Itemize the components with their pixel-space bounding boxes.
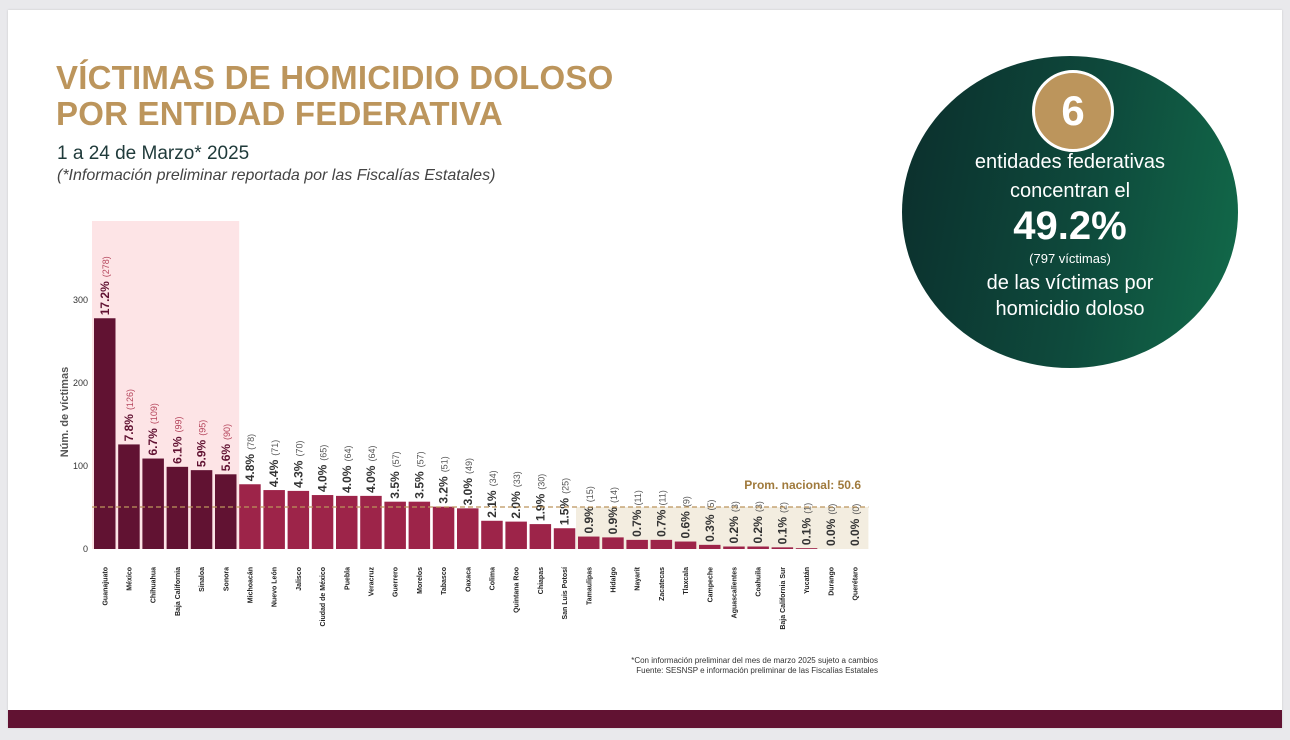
percent-label: 1.9%: [533, 493, 548, 522]
x-tick-label: Baja California Sur: [779, 567, 787, 630]
y-tick-label: 200: [72, 378, 88, 388]
count-label: (33): [512, 471, 523, 488]
count-label: (3): [729, 501, 740, 513]
y-axis-label: Núm. de víctimas: [59, 366, 71, 458]
percent-label: 7.8%: [121, 414, 136, 442]
footnote: [631, 656, 878, 676]
bar-Morelos: [409, 502, 431, 549]
bar-data-label: [654, 490, 668, 537]
percent-label: 4.3%: [291, 460, 306, 488]
count-label: (71): [270, 439, 281, 456]
percent-label: 0.0%: [847, 518, 862, 546]
bar-Oaxaca: [457, 508, 479, 549]
x-tick-label: Baja California: [174, 567, 182, 617]
bar-data-label: [703, 499, 717, 541]
y-tick-label: 300: [72, 295, 88, 305]
x-tick-label: Durango: [828, 567, 836, 596]
bar-México: [118, 444, 140, 549]
bar-Tlaxcala: [675, 542, 697, 549]
bar-data-label: [509, 471, 523, 518]
percent-label: 3.0%: [460, 477, 475, 506]
bar-Coahuila: [747, 547, 769, 549]
bar-Sinaloa: [191, 470, 213, 549]
x-tick-label: Campeche: [707, 567, 715, 603]
summary-line-2: concentran el: [1009, 180, 1131, 202]
percent-label: 17.2%: [97, 281, 112, 316]
bar-Zacatecas: [651, 540, 673, 549]
count-label: (278): [100, 256, 111, 278]
bar-data-label: [122, 389, 136, 441]
count-label: (126): [124, 389, 135, 411]
percent-label: 1.5%: [557, 497, 572, 526]
bar-data-label: [291, 441, 305, 488]
count-label: (9): [681, 496, 692, 508]
x-tick-label: Nayarit: [634, 567, 642, 591]
count-label: (11): [633, 490, 644, 506]
percent-label: 4.8%: [242, 453, 257, 482]
bar-data-label: [195, 420, 209, 467]
count-label: (95): [197, 419, 208, 436]
x-tick-label: Guerrero: [392, 567, 400, 597]
percent-label: 0.3%: [702, 514, 717, 542]
y-tick-label: 100: [72, 461, 88, 471]
preliminary-note: (*Información preliminar reportada por las Fiscalías Estatales): [57, 167, 496, 184]
x-tick-label: Querétaro: [852, 567, 860, 601]
bar-Colima: [481, 521, 503, 549]
count-label: (90): [221, 423, 232, 440]
bar-data-label: [533, 474, 547, 521]
percent-label: 3.2%: [436, 476, 451, 504]
bar-data-label: [679, 496, 693, 538]
bar-data-label: [219, 424, 233, 471]
title-line-2: POR ENTIDAD FEDERATIVA: [56, 95, 503, 132]
x-tick-label: Hidalgo: [610, 567, 618, 593]
x-tick-label: Tlaxcala: [683, 567, 691, 595]
count-label: (64): [366, 445, 377, 462]
x-tick-label: Sonora: [223, 567, 231, 592]
percent-label: 4.0%: [339, 465, 354, 493]
count-label: (25): [560, 477, 571, 494]
bar-Chiapas: [530, 524, 552, 549]
x-tick-label: México: [126, 567, 134, 591]
bar-Baja California: [167, 467, 189, 549]
x-tick-label: Sinaloa: [199, 567, 207, 592]
bar-data-label: [558, 478, 572, 525]
bar-Baja California Sur: [772, 547, 794, 549]
percent-label: 0.1%: [799, 517, 814, 546]
bar-Guerrero: [384, 502, 406, 549]
percent-label: 2.1%: [484, 490, 499, 518]
bar-data-label: [98, 256, 112, 315]
count-label: (1): [802, 502, 813, 514]
bar-data-label: [606, 487, 620, 534]
summary-text-bottom: [902, 270, 1238, 322]
count-label: (51): [439, 456, 450, 473]
y-tick-label: 0: [82, 544, 88, 554]
count-label: (5): [705, 499, 716, 511]
bar-Chihuahua: [142, 459, 164, 549]
date-range-subtitle: 1 a 24 de Marzo* 2025: [57, 143, 250, 164]
summary-line-4: homicidio doloso: [995, 298, 1145, 320]
count-label: (11): [657, 490, 668, 506]
bar-data-label: [800, 503, 814, 545]
footer-band: [8, 710, 1282, 728]
percent-label: 4.0%: [363, 465, 378, 493]
x-tick-label: Aguascalientes: [731, 567, 739, 619]
bar-Tamaulipas: [578, 537, 600, 549]
count-label: (14): [608, 487, 619, 504]
bar-Veracruz: [360, 496, 382, 549]
summary-text-top: [902, 148, 1238, 206]
percent-label: 0.0%: [823, 518, 838, 546]
bar-Jalisco: [288, 491, 310, 549]
count-label: (57): [415, 451, 426, 468]
bar-data-label: [775, 502, 789, 544]
count-label: (64): [342, 445, 353, 462]
bar-Quintana Roo: [505, 522, 527, 549]
bar-data-label: [316, 445, 330, 492]
bar-Campeche: [699, 545, 721, 549]
count-label: (30): [536, 473, 547, 490]
count-label: (99): [173, 416, 184, 433]
bar-Michoacán: [239, 484, 261, 549]
count-label: (78): [245, 433, 256, 450]
x-tick-label: Tamaulipas: [586, 567, 594, 605]
bar-Nayarit: [626, 540, 648, 549]
count-label: (49): [463, 457, 474, 474]
bar-Nuevo León: [263, 490, 285, 549]
bar-Tabasco: [433, 507, 455, 549]
x-tick-label: Colima: [489, 567, 497, 591]
x-tick-label: Michoacán: [247, 567, 255, 604]
x-tick-label: Veracruz: [368, 567, 376, 597]
x-tick-label: Morelos: [416, 567, 424, 594]
bar-data-label: [630, 490, 644, 537]
percent-label: 3.5%: [412, 471, 427, 499]
count-label: (0): [850, 503, 861, 515]
summary-line-3: de las víctimas por: [986, 272, 1154, 294]
count-badge: 6: [1032, 70, 1114, 152]
x-tick-label: Puebla: [344, 567, 352, 590]
bar-Puebla: [336, 496, 358, 549]
bar-Aguascalientes: [723, 547, 745, 549]
bar-data-label: [437, 456, 451, 503]
bar-data-label: [461, 458, 475, 505]
percent-label: 5.9%: [194, 439, 209, 468]
count-label: (65): [318, 444, 329, 461]
count-label: (15): [584, 486, 595, 503]
percent-label: 4.0%: [315, 464, 330, 493]
percent-label: 0.7%: [630, 509, 645, 537]
percent-label: 0.6%: [678, 511, 693, 539]
bar-Hidalgo: [602, 537, 624, 549]
bar-data-label: [412, 451, 426, 498]
x-tick-label: Guanajuato: [102, 567, 110, 606]
percent-label: 0.2%: [751, 516, 766, 544]
bar-data-label: [146, 403, 160, 455]
average-label: Prom. nacional: 50.6: [744, 478, 861, 493]
bar-data-label: [485, 470, 499, 517]
bar-data-label: [267, 440, 281, 487]
bar-data-label: [388, 451, 402, 498]
summary-percent: 49.2%: [1013, 204, 1127, 248]
count-label: (70): [294, 440, 305, 457]
percent-label: 0.9%: [605, 507, 620, 535]
summary-victims: (797 víctimas): [1029, 251, 1111, 266]
bar-data-label: [170, 416, 184, 463]
x-tick-label: Coahuila: [755, 567, 763, 597]
bar-data-label: [364, 446, 378, 493]
x-tick-label: Jalisco: [295, 567, 303, 591]
bar-Ciudad de México: [312, 495, 334, 549]
percent-label: 0.1%: [775, 516, 790, 545]
x-tick-label: Quintana Roo: [513, 567, 521, 613]
footnote-line-2: Fuente: SESNSP e información preliminar de las Fiscalías Estatales: [636, 666, 878, 675]
percent-label: 4.4%: [267, 459, 282, 488]
count-label: (57): [391, 451, 402, 468]
x-tick-label: Oaxaca: [465, 567, 473, 592]
percent-label: 6.7%: [146, 428, 161, 456]
bar-Guanajuato: [94, 318, 116, 549]
bar-San Luis Potosí: [554, 528, 576, 549]
bar-data-label: [582, 486, 596, 533]
bar-data-label: [243, 434, 257, 481]
percent-label: 0.7%: [654, 509, 669, 537]
x-tick-label: Chihuahua: [150, 567, 158, 604]
x-tick-label: Yucatán: [804, 567, 812, 594]
x-tick-label: Ciudad de México: [320, 567, 328, 627]
count-label: (3): [754, 501, 765, 513]
x-tick-label: San Luis Potosí: [562, 567, 570, 620]
bar-data-label: [848, 504, 862, 546]
bar-Yucatán: [796, 548, 818, 549]
count-label: (34): [487, 470, 498, 487]
count-label: (0): [826, 503, 837, 515]
bar-data-label: [340, 446, 354, 493]
x-tick-label: Zacatecas: [658, 567, 666, 601]
title-line-1: VÍCTIMAS DE HOMICIDIO DOLOSO: [56, 59, 614, 96]
percent-label: 2.0%: [509, 491, 524, 519]
count-label: (2): [778, 501, 789, 513]
percent-label: 3.5%: [388, 471, 403, 499]
summary-line-1: entidades federativas: [974, 151, 1166, 173]
x-tick-label: Nuevo León: [271, 567, 279, 608]
count-label: (109): [149, 403, 160, 425]
footnote-line-1: *Con información preliminar del mes de marzo 2025 sujeto a cambios: [631, 656, 878, 665]
bar-Sonora: [215, 474, 237, 549]
x-tick-label: Chiapas: [537, 567, 545, 595]
percent-label: 0.2%: [726, 516, 741, 544]
x-tick-label: Tabasco: [441, 567, 449, 595]
percent-label: 0.9%: [581, 506, 596, 534]
percent-label: 6.1%: [170, 436, 185, 464]
bar-data-label: [824, 504, 838, 546]
percent-label: 5.6%: [218, 443, 233, 472]
